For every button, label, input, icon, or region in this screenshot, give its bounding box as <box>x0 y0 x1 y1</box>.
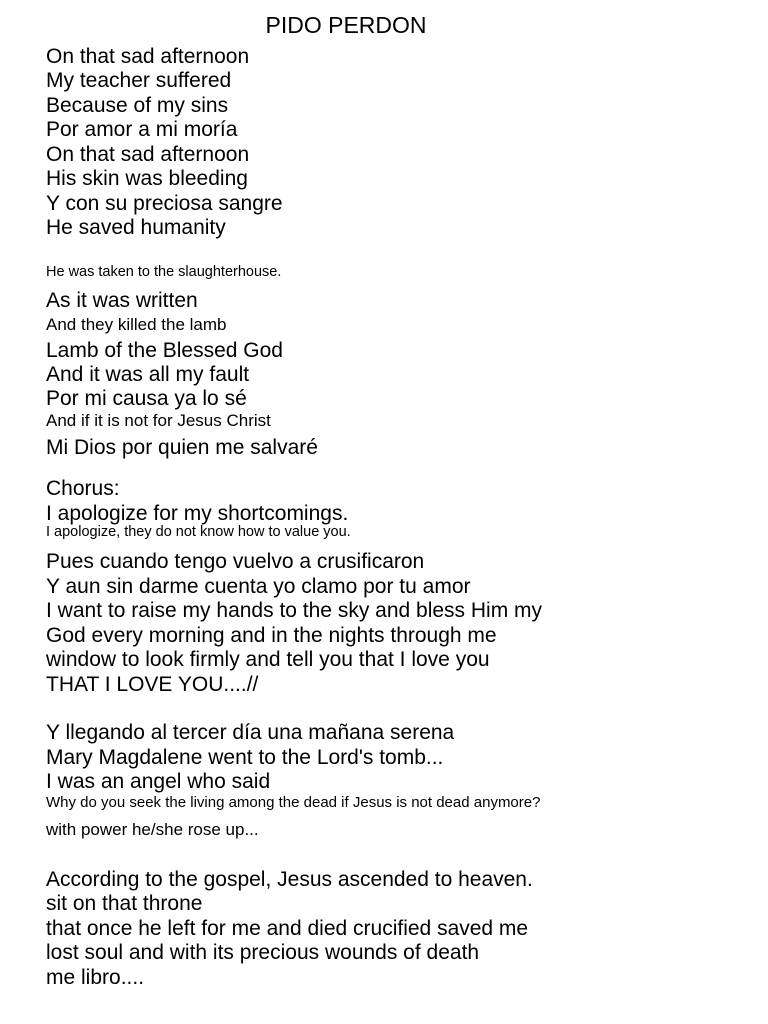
chorus-label: Chorus: <box>46 477 120 500</box>
lyric-line: Y llegando al tercer día una mañana serena <box>46 721 455 744</box>
lyric-line: And it was all my fault <box>46 363 250 386</box>
lyric-line: Mi Dios por quien me salvaré <box>46 436 318 459</box>
lyric-line: I was an angel who said <box>46 770 271 793</box>
lyric-line: Por amor a mi moría <box>46 118 238 141</box>
lyric-line: God every morning and in the nights through me <box>46 624 497 647</box>
lyric-line: On that sad afternoon <box>46 45 250 68</box>
lyric-line: I apologize, they do not know how to value you. <box>46 524 351 540</box>
lyric-line: I apologize for my shortcomings. <box>46 502 349 525</box>
lyric-line: me libro.... <box>46 966 145 989</box>
lyric-line: He saved humanity <box>46 216 226 239</box>
lyric-line: Y aun sin darme cuenta yo clamo por tu amor <box>46 575 471 598</box>
lyric-line: On that sad afternoon <box>46 143 250 166</box>
lyric-line: Why do you seek the living among the dead if Jesus is not dead anymore? <box>46 794 541 811</box>
lyric-line: Por mi causa ya lo sé <box>46 387 247 410</box>
lyric-line: I want to raise my hands to the sky and bless Him my <box>46 599 543 622</box>
lyric-line: My teacher suffered <box>46 69 232 92</box>
lyric-line: And if it is not for Jesus Christ <box>46 411 271 430</box>
lyric-line: According to the gospel, Jesus ascended to heaven. <box>46 868 533 891</box>
lyric-line: window to look firmly and tell you that I love you <box>46 648 490 671</box>
lyric-line: Y con su preciosa sangre <box>46 192 283 215</box>
lyric-line: lost soul and with its precious wounds of death <box>46 941 480 964</box>
lyric-line: with power he/she rose up... <box>46 820 259 839</box>
lyric-line: THAT I LOVE YOU....// <box>46 673 259 696</box>
lyric-line: Mary Magdalene went to the Lord's tomb... <box>46 746 444 769</box>
lyric-line: And they killed the lamb <box>46 315 227 334</box>
lyric-line: Pues cuando tengo vuelvo a crusificaron <box>46 550 425 573</box>
document-title: PIDO PERDON <box>265 12 427 38</box>
lyric-line: Because of my sins <box>46 94 229 117</box>
lyric-line: Lamb of the Blessed God <box>46 339 283 362</box>
lyric-line: that once he left for me and died crucified saved me <box>46 917 529 940</box>
lyric-line: His skin was bleeding <box>46 167 248 190</box>
lyric-line: sit on that throne <box>46 892 203 915</box>
lyric-line: He was taken to the slaughterhouse. <box>46 264 282 280</box>
lyric-line: As it was written <box>46 289 198 312</box>
